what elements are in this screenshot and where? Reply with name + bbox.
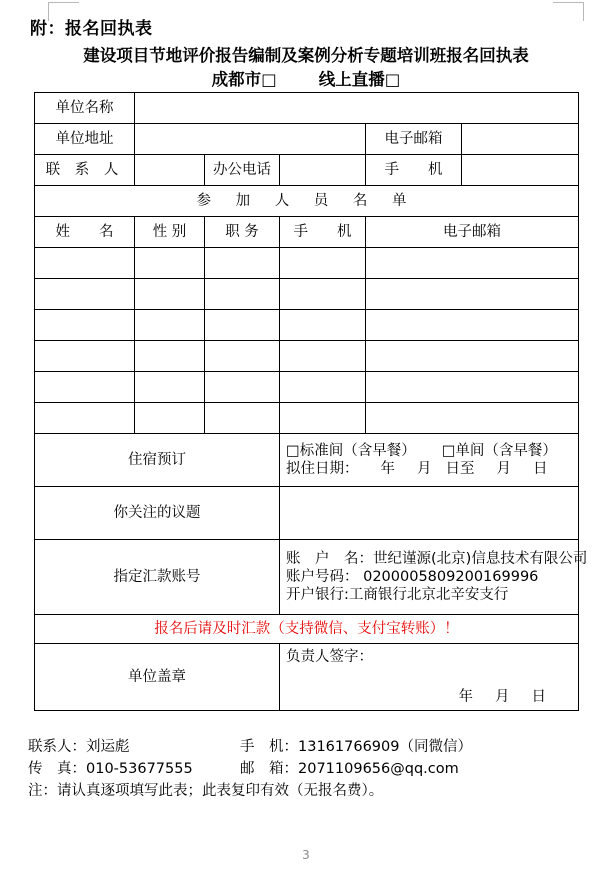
participant-cell-mobile[interactable] bbox=[280, 403, 366, 434]
footer-contact-block bbox=[28, 736, 588, 802]
lodging-date-month-end[interactable]: 月 bbox=[496, 461, 511, 477]
office-phone-label: 办公电话 bbox=[205, 155, 280, 186]
unit-name-label: 单位名称 bbox=[35, 93, 135, 124]
unit-address-label: 单位地址 bbox=[35, 124, 135, 155]
office-phone-field[interactable] bbox=[280, 155, 366, 186]
participant-cell-mobile[interactable] bbox=[280, 341, 366, 372]
participant-cell-email[interactable] bbox=[366, 248, 579, 279]
page-title: 建设项目节地评价报告编制及案例分析专题培训班报名回执表 bbox=[83, 46, 529, 65]
remittance-details bbox=[280, 540, 588, 615]
table-row-lodging bbox=[35, 434, 579, 487]
table-row-unit-address bbox=[35, 124, 579, 155]
form-table bbox=[34, 92, 588, 711]
topics-label: 你关注的议题 bbox=[35, 487, 280, 540]
footer-mobile-value: 13161766909（同微信） bbox=[298, 739, 472, 755]
table-row bbox=[35, 403, 579, 434]
participant-cell-position[interactable] bbox=[205, 248, 280, 279]
attachment-label: 附：报名回执表 bbox=[30, 19, 153, 39]
lodging-label: 住宿预订 bbox=[35, 434, 280, 487]
lodging-date-day-to[interactable]: 日至 bbox=[445, 461, 475, 477]
participant-header-mobile: 手 机 bbox=[280, 217, 366, 248]
email-label: 电子邮箱 bbox=[366, 124, 462, 155]
footer-contact bbox=[28, 736, 240, 758]
participant-cell-gender[interactable] bbox=[135, 403, 205, 434]
footer-mobile bbox=[240, 739, 472, 755]
page-number: 3 bbox=[302, 848, 310, 862]
table-row-unit-name bbox=[35, 93, 579, 124]
participant-cell-gender[interactable] bbox=[135, 248, 205, 279]
participant-cell-name[interactable] bbox=[35, 372, 135, 403]
participant-cell-gender[interactable] bbox=[135, 310, 205, 341]
bank-account-name-value: 世纪谨源(北京)信息技术有限公司 bbox=[373, 550, 588, 567]
footer-fax-value: 010-53677555 bbox=[86, 761, 193, 778]
participant-cell-email[interactable] bbox=[366, 310, 579, 341]
participant-header-position: 职 务 bbox=[205, 217, 280, 248]
lodging-standard-room-checkbox[interactable]: □标准间（含早餐） bbox=[286, 442, 416, 459]
participant-cell-position[interactable] bbox=[205, 403, 280, 434]
participant-cell-email[interactable] bbox=[366, 279, 579, 310]
footer-email-label: 邮 箱： bbox=[240, 761, 298, 778]
remittance-label: 指定汇款账号 bbox=[35, 540, 280, 615]
footer-contact-name: 刘运彪 bbox=[86, 739, 130, 755]
table-row bbox=[35, 341, 579, 372]
participant-cell-position[interactable] bbox=[205, 372, 280, 403]
footer-contact-label: 联系人： bbox=[28, 739, 86, 755]
lodging-room-choices bbox=[286, 442, 572, 460]
signature-month[interactable]: 月 bbox=[495, 689, 510, 705]
crop-mark-top-right bbox=[553, 2, 584, 21]
subtitle-city-checkbox[interactable]: 成都市□ bbox=[211, 70, 277, 89]
participant-cell-position[interactable] bbox=[205, 310, 280, 341]
participant-cell-name[interactable] bbox=[35, 279, 135, 310]
participant-header-name: 姓 名 bbox=[35, 217, 135, 248]
footer-row-fax bbox=[28, 758, 588, 780]
participant-cell-mobile[interactable] bbox=[280, 310, 366, 341]
footer-fax-label: 传 真： bbox=[28, 761, 86, 778]
footer-email-value: 2071109656@qq.com bbox=[298, 761, 459, 778]
table-row-notice bbox=[35, 615, 579, 644]
footer-fax bbox=[28, 758, 240, 780]
bank-name-value: 工商银行北京北辛安支行 bbox=[348, 587, 509, 604]
unit-address-field[interactable] bbox=[135, 124, 366, 155]
page-subtitle bbox=[0, 66, 612, 90]
payment-notice: 报名后请及时汇款（支持微信、支付宝转账）！ bbox=[35, 615, 579, 644]
lodging-date-line bbox=[286, 460, 572, 478]
participant-cell-position[interactable] bbox=[205, 279, 280, 310]
registration-form bbox=[34, 92, 588, 711]
participant-cell-email[interactable] bbox=[366, 403, 579, 434]
table-row-participants-title bbox=[35, 186, 579, 217]
signature-year[interactable]: 年 bbox=[458, 689, 474, 705]
email-field[interactable] bbox=[462, 124, 579, 155]
signature-date-line bbox=[286, 688, 572, 706]
lodging-single-room-checkbox[interactable]: □单间（含早餐） bbox=[441, 442, 557, 459]
unit-name-field[interactable] bbox=[135, 93, 579, 124]
bank-name-label: 开户银行: bbox=[286, 587, 349, 604]
table-row-topics bbox=[35, 487, 579, 540]
participant-cell-email[interactable] bbox=[366, 372, 579, 403]
bank-account-name-label: 账 户 名： bbox=[286, 550, 373, 567]
participant-cell-gender[interactable] bbox=[135, 372, 205, 403]
participant-cell-position[interactable] bbox=[205, 341, 280, 372]
lodging-date-prefix: 拟住日期： bbox=[286, 461, 359, 477]
participant-cell-gender[interactable] bbox=[135, 279, 205, 310]
company-seal-label: 单位盖章 bbox=[35, 644, 280, 711]
footer-email bbox=[240, 761, 459, 777]
participant-cell-name[interactable] bbox=[35, 310, 135, 341]
mobile-field[interactable] bbox=[462, 155, 579, 186]
table-row bbox=[35, 372, 579, 403]
participant-cell-email[interactable] bbox=[366, 341, 579, 372]
participant-cell-gender[interactable] bbox=[135, 341, 205, 372]
contact-label: 联 系 人 bbox=[35, 155, 135, 186]
table-row-contact bbox=[35, 155, 579, 186]
mobile-label: 手 机 bbox=[366, 155, 462, 186]
table-row bbox=[35, 279, 579, 310]
table-row-seal-signature bbox=[35, 644, 579, 711]
bank-account-number-value: 0200005809200169996 bbox=[363, 568, 539, 585]
participant-cell-mobile[interactable] bbox=[280, 279, 366, 310]
topics-field[interactable] bbox=[280, 487, 579, 540]
table-row-participants-header bbox=[35, 217, 579, 248]
table-row bbox=[35, 310, 579, 341]
participant-header-gender: 性 别 bbox=[135, 217, 205, 248]
bank-account-number-label: 账户号码： bbox=[286, 568, 359, 585]
footer-note: 注：请认真逐项填写此表；此表复印有效（无报名费）。 bbox=[28, 783, 384, 800]
contact-field[interactable] bbox=[135, 155, 205, 186]
lodging-options bbox=[280, 434, 579, 487]
lodging-date-year[interactable]: 年 bbox=[380, 461, 395, 477]
bank-name-line bbox=[286, 586, 572, 604]
lodging-date-day-end[interactable]: 日 bbox=[533, 461, 548, 477]
footer-row-contact bbox=[28, 736, 588, 758]
signature-area[interactable] bbox=[280, 644, 579, 711]
participants-section-title: 参 加 人 员 名 单 bbox=[35, 186, 579, 217]
lodging-date-month[interactable]: 月 bbox=[417, 461, 432, 477]
participant-cell-mobile[interactable] bbox=[280, 372, 366, 403]
table-row-remittance bbox=[35, 540, 579, 615]
signature-label: 负责人签字： bbox=[286, 648, 373, 665]
participant-cell-name[interactable] bbox=[35, 248, 135, 279]
footer-mobile-label: 手 机： bbox=[240, 739, 298, 755]
participant-cell-name[interactable] bbox=[35, 341, 135, 372]
participant-header-email: 电子邮箱 bbox=[366, 217, 579, 248]
signature-day[interactable]: 日 bbox=[531, 689, 547, 705]
table-row bbox=[35, 248, 579, 279]
participant-cell-name[interactable] bbox=[35, 403, 135, 434]
bank-account-number-line bbox=[286, 568, 572, 586]
subtitle-online-checkbox[interactable]: 线上直播□ bbox=[318, 70, 401, 89]
bank-account-name-line bbox=[286, 550, 588, 568]
participant-cell-mobile[interactable] bbox=[280, 248, 366, 279]
